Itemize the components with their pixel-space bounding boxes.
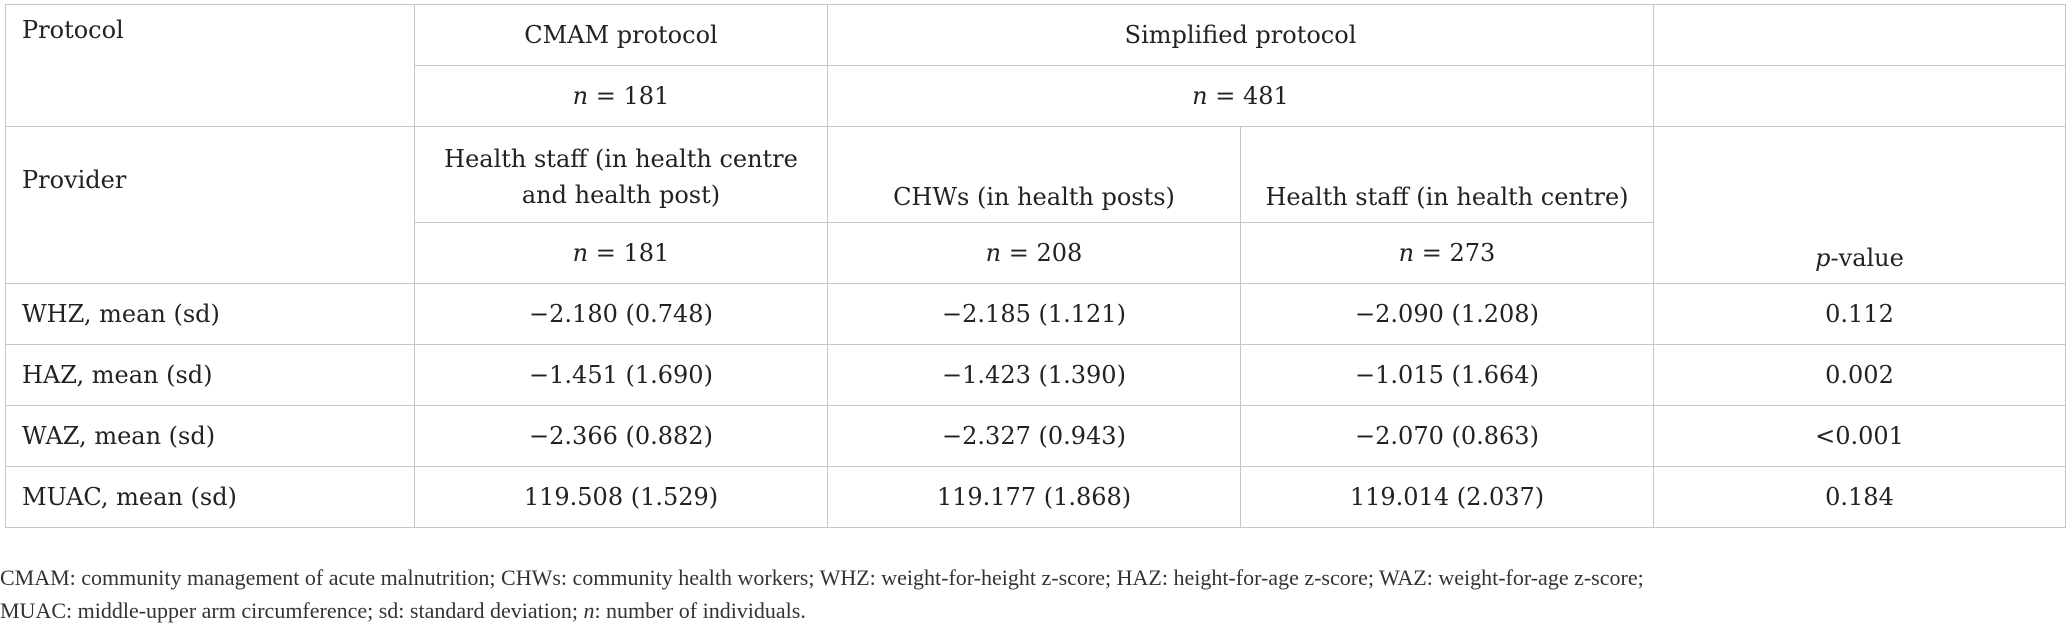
n-symbol: n: [572, 82, 589, 110]
footnote-line-1: CMAM: community management of acute malnutrition; CHWs: community health workers; WHZ: weight-for-height z-score; HAZ: height-for-age z-score; WAZ: weight-for-age z-score;: [0, 565, 1644, 590]
footnote-line-2: [0, 594, 2068, 627]
table-row: [6, 406, 2066, 467]
n-health-staff-centre-value: 273: [1449, 239, 1496, 267]
p-value: 0.112: [1654, 284, 2066, 345]
table-row: [6, 284, 2066, 345]
footnote-line-2-text: MUAC: middle-upper arm circumference; sd: standard deviation;: [0, 598, 584, 623]
chws-value: −2.327 (0.943): [828, 406, 1241, 467]
n-equals: =: [1001, 239, 1037, 267]
chws-value: −1.423 (1.390): [828, 345, 1241, 406]
row-label: WHZ, mean (sd): [6, 284, 415, 345]
protocol-label-cell: [6, 5, 415, 127]
n-health-staff-centre-cell: [1241, 223, 1654, 284]
cmam-value: 119.508 (1.529): [415, 467, 828, 528]
health-staff-centre-cell: [1241, 127, 1654, 223]
table-footnote: [0, 561, 2068, 627]
n-equals: =: [1414, 239, 1450, 267]
p-symbol: p: [1815, 244, 1831, 272]
staff-value: −1.015 (1.664): [1241, 345, 1654, 406]
chws-value: 119.177 (1.868): [828, 467, 1241, 528]
n-health-staff-both-value: 181: [623, 239, 670, 267]
header-row-provider: [6, 127, 2066, 223]
n-chws-value: 208: [1036, 239, 1083, 267]
simplified-protocol-cell: [828, 5, 1654, 66]
footnote-line-2-end: : number of individuals.: [594, 598, 806, 623]
p-value-header-cell: [1654, 127, 2066, 284]
n-symbol: n: [1398, 239, 1415, 267]
row-label: HAZ, mean (sd): [6, 345, 415, 406]
simplified-protocol-label: Simplified protocol: [1124, 21, 1357, 49]
health-staff-both-label: Health staff (in health centre and health post): [444, 144, 798, 209]
cmam-protocol-cell: [415, 5, 828, 66]
results-table: [5, 4, 2066, 528]
table-row: [6, 345, 2066, 406]
empty-header-cell: [1654, 66, 2066, 127]
cmam-value: −1.451 (1.690): [415, 345, 828, 406]
provider-label: Provider: [22, 166, 127, 194]
table-row: [6, 467, 2066, 528]
staff-value: −2.090 (1.208): [1241, 284, 1654, 345]
provider-label-cell: [6, 127, 415, 284]
p-value: 0.184: [1654, 467, 2066, 528]
n-symbol: n: [572, 239, 589, 267]
cmam-value: −2.366 (0.882): [415, 406, 828, 467]
n-equals: =: [588, 82, 624, 110]
chws-cell: [828, 127, 1241, 223]
health-staff-both-cell: [415, 127, 828, 223]
n-health-staff-both-cell: [415, 223, 828, 284]
p-value: <0.001: [1654, 406, 2066, 467]
chws-label: CHWs (in health posts): [893, 183, 1175, 211]
cmam-value: −2.180 (0.748): [415, 284, 828, 345]
n-symbol: n: [985, 239, 1002, 267]
header-row-protocol: [6, 5, 2066, 66]
n-equals: =: [1207, 82, 1244, 110]
health-staff-centre-label: Health staff (in health centre): [1265, 183, 1629, 211]
cmam-n-value: 181: [623, 82, 670, 110]
row-label: WAZ, mean (sd): [6, 406, 415, 467]
p-value-label: -value: [1830, 244, 1904, 272]
protocol-label: Protocol: [22, 16, 124, 44]
empty-header-cell: [1654, 5, 2066, 66]
simplified-n-value: 481: [1243, 82, 1289, 110]
n-equals: =: [588, 239, 624, 267]
staff-value: 119.014 (2.037): [1241, 467, 1654, 528]
n-symbol: n: [1192, 82, 1208, 110]
footnote-n-symbol: n: [583, 598, 595, 623]
staff-value: −2.070 (0.863): [1241, 406, 1654, 467]
simplified-n-cell: [828, 66, 1654, 127]
cmam-n-cell: [415, 66, 828, 127]
row-label: MUAC, mean (sd): [6, 467, 415, 528]
chws-value: −2.185 (1.121): [828, 284, 1241, 345]
p-value: 0.002: [1654, 345, 2066, 406]
cmam-protocol-label: CMAM protocol: [524, 21, 718, 49]
n-chws-cell: [828, 223, 1241, 284]
